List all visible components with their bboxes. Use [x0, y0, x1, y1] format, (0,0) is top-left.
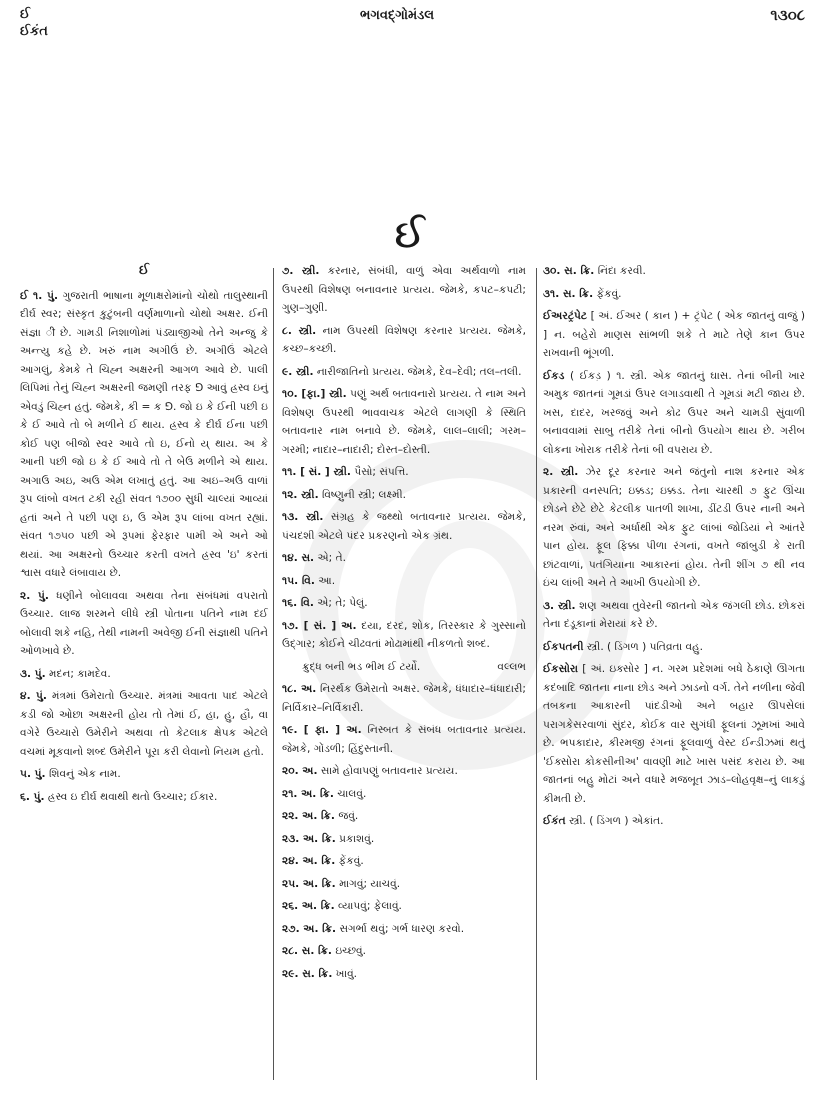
book-title: ભગવદ્ગોમંડલ — [360, 8, 435, 23]
quote-text: ક્રુદ્ધ બની ભડ ભીમ ઈ ટર્યો. — [302, 660, 421, 673]
dictionary-entry: ૩૦. સ. ક્રિ. નિંદા કરવી. — [543, 265, 646, 277]
dictionary-entry: ૨૭. અ. ક્રિ. સગર્ભા થવું; ગર્ભ ધારણ કરવો. — [282, 922, 465, 935]
dictionary-entry: ૨૪. અ. ક્રિ. ફેંકવું. — [282, 855, 364, 867]
headword: ઈઅરટ્રંપેટ — [543, 310, 588, 322]
quote-source: વલ્લભ — [497, 660, 526, 673]
dictionary-entry: ૧૭. [ સં. ] અ. દયા, દરદ, શોક, તિરસ્કાર કે ગુસ્સાનો ઉદ્ગાર; કોઈને ચીઢવતાં મોઢામાંથી નીકળતો શબ્દ. — [282, 619, 526, 650]
dictionary-entry: ૩. પું. મદન; કામદેવ. — [20, 667, 111, 680]
dictionary-entry: ૨૯. સ. ક્રિ. ખાવું. — [282, 967, 358, 980]
dictionary-entry: ૨૨. અ. ક્રિ. જવું. — [282, 810, 359, 822]
dictionary-entry: ૧૫. વિ. આ. — [282, 574, 336, 587]
page-number: ૧૩૦૮ — [770, 6, 805, 24]
dictionary-entry: ૧૨. સ્ત્રી. વિષ્ણુની સ્ત્રી; લક્ષ્મી. — [282, 488, 407, 501]
dictionary-entry: ૨૧. અ. ક્રિ. ચાલવું. — [282, 787, 367, 800]
dictionary-entry: ૫. પું. શિવનું એક નામ. — [20, 768, 121, 780]
dictionary-entry: ૩. સ્ત્રી. શણ અથવા તુવેરની જાતનો એક જંગલી છોડ. છોકરાં તેના દંડૂકાનાં મેરાયાં કરે છે. — [543, 599, 806, 630]
dictionary-entry: ઈકડ ( ઈકડ઼ ) ૧. સ્ત્રી. એક જાતનું ઘાસ. તેનાં બીની ખાર અમુક જાતનાં ગૂમડાં ઉપર લગાડવાથી તે ગૂમડાં મટી જાય છે. ખસ, દાદર, ખરજવું અને કોઢ ઉપર અને ચામડી સુંવાળી બનાવવામાં સાબુ તરીકે તેનાં બીનો ઉપયોગ થાય છે. ગરીબ લોકના ખોરાક તરીકે તેનાં બી વપરાય છે. — [543, 369, 805, 456]
dictionary-entry: ૧૪. સ. એ; તે. — [282, 552, 346, 564]
dictionary-entry: ૨૮. સ. ક્રિ. ઇચ્છવું. — [282, 945, 366, 957]
dictionary-entry: ૧૩. સ્ત્રી. સંગ્રહ કે જથ્થો બતાવનાર પ્રત્યય. જેમકે, પંચદશી એટલે પંદર પ્રકરણનો એક ગ્રંથ. — [282, 511, 526, 542]
dictionary-entry: ઈઅરટ્રંપેટ [ અં. ઈઅર ( કાન ) + ટ્રંપેટ ( એક જાતનું વાજું ) ] ન. બહેરો માણસ સાંભળી શકે તે માટે તેણે કાન ઉપર રાખવાની ભૂંગળી. — [543, 310, 805, 359]
column-2 — [282, 262, 526, 987]
dictionary-entry: ૮. સ્ત્રી. નામ ઉપરથી વિશેષણ કરનાર પ્રત્યય. જેમકે, કચ્છ–કચ્છી. — [282, 324, 526, 355]
column-3 — [543, 262, 805, 835]
dictionary-entry: ૯. સ્ત્રી. નારીજાતિનો પ્રત્યય. જેમકે, દેવ–દેવી; તલ–તલી. — [282, 365, 522, 378]
headword: ઈકપતની — [543, 640, 584, 653]
dictionary-entry: ૪. પું. મંત્રમાં ઉમેરાતો ઉચ્ચાર. મંત્રમાં આવતા પાદ એટલે કડી જો ઓછા અક્ષરની હોય તો તેમાં ઈ, હા, હુ, હૌ, વા વગેરે ઉચ્ચારો ઉમેરીને અથવા તો કેટલાક ક્ષેપક એટલે વચમાં મૂકવાનો શબ્દ ઉમેરીને પૂરા કરી લેવાનો નિયમ હતો. — [20, 690, 269, 758]
running-head-left — [20, 6, 48, 40]
dictionary-entry: ૭. સ્ત્રી. કરનાર, સંબંધી, વાળું એવા અર્થવાળો નામ ઉપરથી વિશેષણ બનાવનાર પ્રત્યય. જેમકે, કપટ–કપટી; ગુણ–ગુણી. — [282, 265, 526, 314]
dictionary-entry: ઈકસોરા [ અં. ઇક્સોર ] ન. ગરમ પ્રદેશમાં બધે ઠેકાણે ઊગતા કદંબાદિ જાતના નાના છોડ અને ઝાડનો વર્ગ. તેને નળીના જેવી તબકના આકારની પાંદડીઓ અને બહાર ઊપસેલાં પરાગકેસરવાળાં સુંદર, કોઈક વાર સુગંધી ફૂલનાં ઝૂમખાં આવે છે. ભપકાદાર, કીરમજી રંગનાં ફૂલવાળું વેસ્ટ ઈન્ડીઝમાં થતું 'ઈક્સોરા કોકસીનીઅ' વાવણી માટે ખાસ પસંદ કરાય છે. આ જાતનાં બહુ મોટાં અને વધારે મજબૂત ઝાડ–લોહવૃક્ષ–નું લાકડું કીમતી છે. — [543, 663, 806, 805]
dictionary-entry: ૨૩. અ. ક્રિ. પ્રકાશવું. — [282, 832, 375, 845]
dictionary-entry: ૨૫. અ. ક્રિ. માગવું; યાચવું. — [282, 877, 401, 890]
dictionary-entry: ૨૬. અ. ક્રિ. વ્યાપવું; ફેલાવું. — [282, 900, 402, 912]
dictionary-entry: ઈકપતની સ્ત્રી. ( ડિંગળ ) પતિવ્રતા વહુ. — [543, 640, 704, 653]
last-guide-word: ઈકંત — [20, 24, 48, 39]
headword: ઈકંત — [543, 815, 566, 827]
dictionary-entry: ઈકંત સ્ત્રી. ( ડિંગળ ) એકાંત. — [543, 815, 664, 827]
quotation — [282, 658, 526, 677]
section-letter: ઈ — [395, 212, 425, 256]
dictionary-entry: ૧૯. [ ફા. ] અ. નિસ્બત કે સંબંધ બતાવનાર પ્રત્યય. જેમકે, ગોંડળી; હિંદુસ્તાની. — [282, 724, 526, 755]
column-divider-1 — [273, 268, 274, 1080]
column-divider-2 — [536, 268, 537, 1080]
dictionary-entry: ૩૧. સ. ક્રિ. ફેંકવું. — [543, 287, 622, 300]
dictionary-entry: ૧૦. [ફા.] સ્ત્રી. પણું અર્થ બતાવનારો પ્રત્યય. તે નામ અને વિશેષણ ઉપરથી ભાવવાચક એટલે લાગણી કે સ્થિતિ બતાવનાર નામ બનાવે છે. જેમકે, લાલ–લાલી; ગરમ–ગરમી; નાદાર–નાદારી; દોસ્ત–દોસ્તી. — [282, 388, 526, 456]
dictionary-entry: ૧૮. અ. નિરર્થક ઉમેરાતો અક્ષર. જેમકે, ધંધાદાર–ધંધાદારી; નિર્વિકાર–નિર્વિકારી. — [282, 683, 526, 714]
headword: ઈકસોરા — [543, 663, 578, 675]
dictionary-entry: ૨૦. અ. સામે હોવાપણું બતાવનાર પ્રત્યય. — [282, 765, 458, 777]
dictionary-entry: ૧૬. વિ. એ; તે; પેલું. — [282, 597, 368, 609]
dictionary-entry: ૨. સ્ત્રી. ઝેર દૂર કરનાર અને જંતુનો નાશ કરનાર એક પ્રકારની વનસ્પતિ; ઇક્કડ; ઇક્કડ. તેના ચારથી ૭ ફુટ ઊંચા છોડને છેટે છેટે કેટલીક પાતળી શાખા, ડીંટડી ઉપર નાની અને નરમ રુંવાં, અને અર્ધાથી એક ફુટ લાંબાં જોડિયાં ને આંતરે પાન હોય. ફૂલ ફિક્કા પીળા રંગનાં, વખતે જાંબુડી કે રાતી છાંટવાળાં, પતંગિયાના આકારનાં હોય. તેની શીંગ ૭ થી નવ ઇંચ લાંબી અને તે આખી ઉપયોગી છે. — [543, 466, 805, 589]
dictionary-entry: ૧૧. [ સં. ] સ્ત્રી. પૈસો; સંપત્તિ. — [282, 466, 409, 478]
column-heading: ઈ — [138, 263, 150, 278]
column-1 — [20, 262, 268, 810]
headword: ઈકડ — [543, 369, 565, 382]
dictionary-entry: ઈ ૧. પું. ગુજરાતી ભાષાના મૂળાક્ષરોમાંનો ચોથો તાલુસ્થાની દીર્ઘ સ્વર; સંસ્કૃત કુટુંબની વર્ણમાળાનો ચોથો અક્ષર. ઈની સંજ્ઞા ी છે. ગામડી નિશાળોમાં પંડ્યાજીઓ તેને અન્જુ કે અન્ત્યુ કહે છે. ખરું નામ અગીઉં છે. અગીઉં એટલે આગલું, કેમકે તે ચિહ્ન અક્ષરની આગળ આવે છે. પાલી લિપિમાં તેનું ચિહ્ન અક્ષરની જમણી તરફ ⅁ આવું હ્રસ્વ ઇનું એવડું ચિહ્ન હતું. જેમકે, કી = ક ⅁. જો ઇ કે ઈની પછી ઇ કે ઈ આવે તો બે મળીને ઈ થાય. હ્રસ્વ કે દીર્ઘ ઈના પછી કોઈ પણ બીજો સ્વર આવે તો ઇ, ઈનો ય્ થાય. અ કે આની પછી જો ઇ કે ઈ આવે તો તે બેઉ મળીને એ થાય. અગાઉ અઇ, અઉ એમ લખાતું હતું. આ અઇ–અઉ વાળાં રૂપ લાંબો વખત ટકી રહી સંવત ૧૭૦૦ સુધી ચાલ્યાં આવ્યાં હતાં અને તે પછી પણ ઇ, ઉ એમ રૂપ લાંબા વખત રહ્યાં. સંવત ૧૭૫૦ પછી એ રૂપમાં ફેરફાર પામી એ અને ઓ થયાં. આ અક્ષરનો ઉચ્ચાર કરતી વખતે હ્રસ્વ 'ઇ' કરતાં શ્વાસ વધારે લંબાવાય છે. — [20, 289, 268, 579]
dictionary-entry: ૬. પું. હ્રસ્વ ઇ દીર્ઘ થવાથી થતો ઉચ્ચાર; ઈકાર. — [20, 790, 218, 803]
first-guide-letter: ઈ — [20, 7, 31, 22]
dictionary-entry: ૨. પું. ધણીને બોલાવવા અથવા તેના સંબંધમાં વપરાતો ઉચ્ચાર. લાજ શરમને લીધે સ્ત્રી પોતાના પતિને નામ દઈ બોલાવી શકે નહિ, તેથી નામની અવેજી ઈની સંજ્ઞાથી પતિને ઓળખાવે છે. — [20, 589, 268, 657]
